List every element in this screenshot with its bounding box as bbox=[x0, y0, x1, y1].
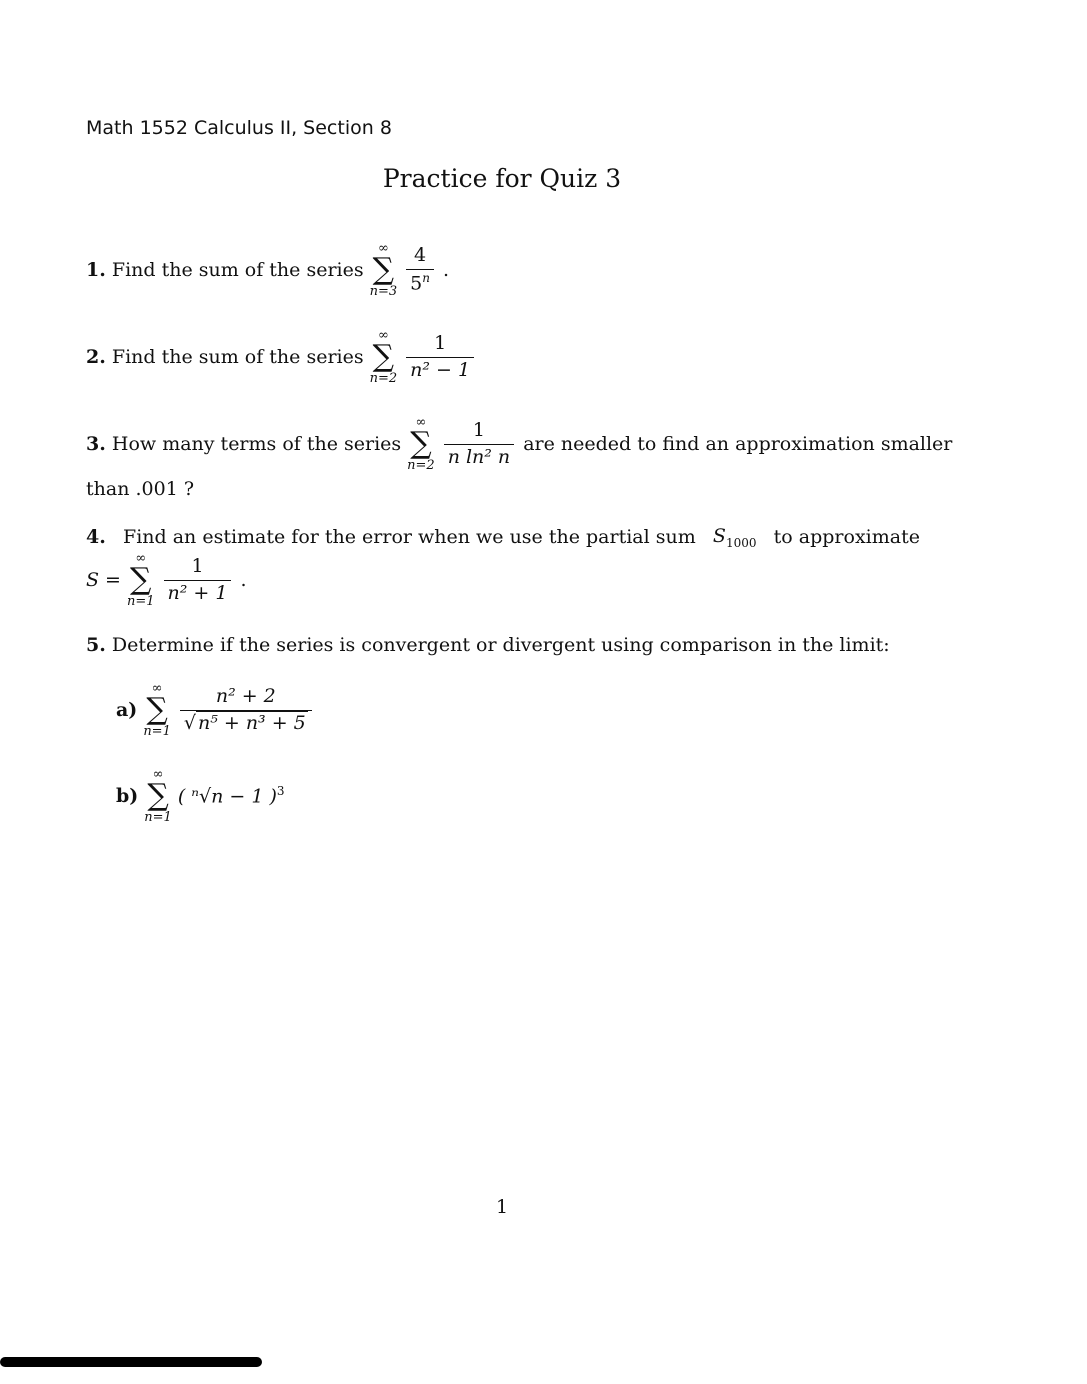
sum-lower: n=1 bbox=[144, 810, 172, 825]
sum-upper: ∞ bbox=[152, 767, 164, 782]
problem-1-sum bbox=[370, 242, 398, 298]
sum-lower: n=2 bbox=[369, 371, 398, 386]
sigma-symbol: ∑ bbox=[147, 778, 169, 813]
part-b-label: b) bbox=[116, 785, 139, 807]
sigma-symbol: ∑ bbox=[410, 426, 432, 461]
problem-4-lhs: S = bbox=[86, 569, 121, 591]
problem-3-number: 3. bbox=[86, 433, 106, 455]
page-number: 1 bbox=[495, 1196, 509, 1218]
numerator: 4 bbox=[414, 243, 427, 266]
problem-1-fraction bbox=[406, 245, 434, 295]
sum-lower: n=1 bbox=[143, 724, 171, 739]
problem-3 bbox=[86, 416, 952, 472]
sigma-symbol: ∑ bbox=[372, 252, 395, 287]
problem-3-text: How many terms of the series bbox=[111, 433, 402, 455]
progress-bar bbox=[0, 1357, 262, 1367]
partial-sum: $S_{1000}$ bbox=[712, 525, 757, 550]
problem-2-number: 2. bbox=[86, 346, 106, 368]
problem-2-fraction bbox=[406, 333, 474, 382]
denominator: √ n⁵ + n³ + 5 bbox=[180, 710, 312, 735]
problem-4-line-1 bbox=[86, 525, 920, 550]
problem-2-sum bbox=[370, 329, 398, 385]
problem-5-number: 5. bbox=[86, 634, 106, 656]
part-a-label: a) bbox=[116, 699, 138, 721]
period: . bbox=[240, 569, 247, 591]
problem-4-sum bbox=[127, 552, 155, 608]
problem-2 bbox=[86, 329, 477, 385]
denominator: n² − 1 bbox=[406, 357, 474, 382]
numerator: 1 bbox=[434, 331, 447, 354]
problem-5a bbox=[116, 682, 315, 738]
sum-lower: n=3 bbox=[369, 284, 398, 299]
sigma-symbol: ∑ bbox=[146, 692, 168, 727]
problem-5a-sum bbox=[143, 682, 171, 738]
period: . bbox=[443, 259, 450, 281]
problem-3-sum bbox=[407, 416, 435, 472]
problem-5b-expression: ( ⁿ√n − 1 )$^3$ bbox=[177, 784, 285, 808]
problem-4-text-after: to approximate bbox=[773, 526, 920, 549]
problem-4-number: 4. bbox=[86, 526, 106, 549]
problem-3-text-after: are needed to find an approximation smaller bbox=[523, 433, 953, 455]
problem-5 bbox=[86, 634, 890, 656]
numerator: n² + 2 bbox=[215, 684, 276, 707]
sum-lower: n=2 bbox=[407, 458, 435, 473]
problem-3-fraction bbox=[444, 420, 514, 469]
problem-5b bbox=[116, 768, 285, 824]
numerator: 1 bbox=[191, 554, 204, 577]
sigma-symbol: ∑ bbox=[372, 339, 395, 374]
problem-1-number: 1. bbox=[86, 259, 106, 281]
problem-4-line-2 bbox=[86, 552, 247, 608]
problem-4-fraction bbox=[164, 556, 232, 605]
numerator: 1 bbox=[472, 418, 485, 441]
problem-1 bbox=[86, 242, 449, 298]
sum-upper: ∞ bbox=[377, 328, 389, 343]
problem-5-text: Determine if the series is convergent or divergent using comparison in the limit: bbox=[111, 634, 890, 656]
denominator: n² + 1 bbox=[164, 580, 232, 605]
page-title: Practice for Quiz 3 bbox=[382, 164, 622, 193]
denominator: n ln² n bbox=[444, 444, 514, 469]
problem-2-text: Find the sum of the series bbox=[111, 346, 364, 368]
sum-upper: ∞ bbox=[377, 241, 389, 256]
sum-upper: ∞ bbox=[135, 551, 147, 566]
sum-upper: ∞ bbox=[151, 681, 163, 696]
sum-upper: ∞ bbox=[415, 415, 427, 430]
problem-1-text: Find the sum of the series bbox=[111, 259, 364, 281]
denominator: 5$^n$ bbox=[406, 269, 434, 295]
problem-5b-sum bbox=[144, 768, 172, 824]
problem-5a-fraction bbox=[180, 686, 312, 735]
course-header: Math 1552 Calculus II, Section 8 bbox=[86, 117, 392, 139]
problem-3-continuation: than .001 ? bbox=[86, 478, 195, 500]
problem-4-text: Find an estimate for the error when we use the partial sum bbox=[123, 526, 696, 549]
sum-lower: n=1 bbox=[126, 594, 155, 609]
sigma-symbol: ∑ bbox=[130, 562, 152, 597]
